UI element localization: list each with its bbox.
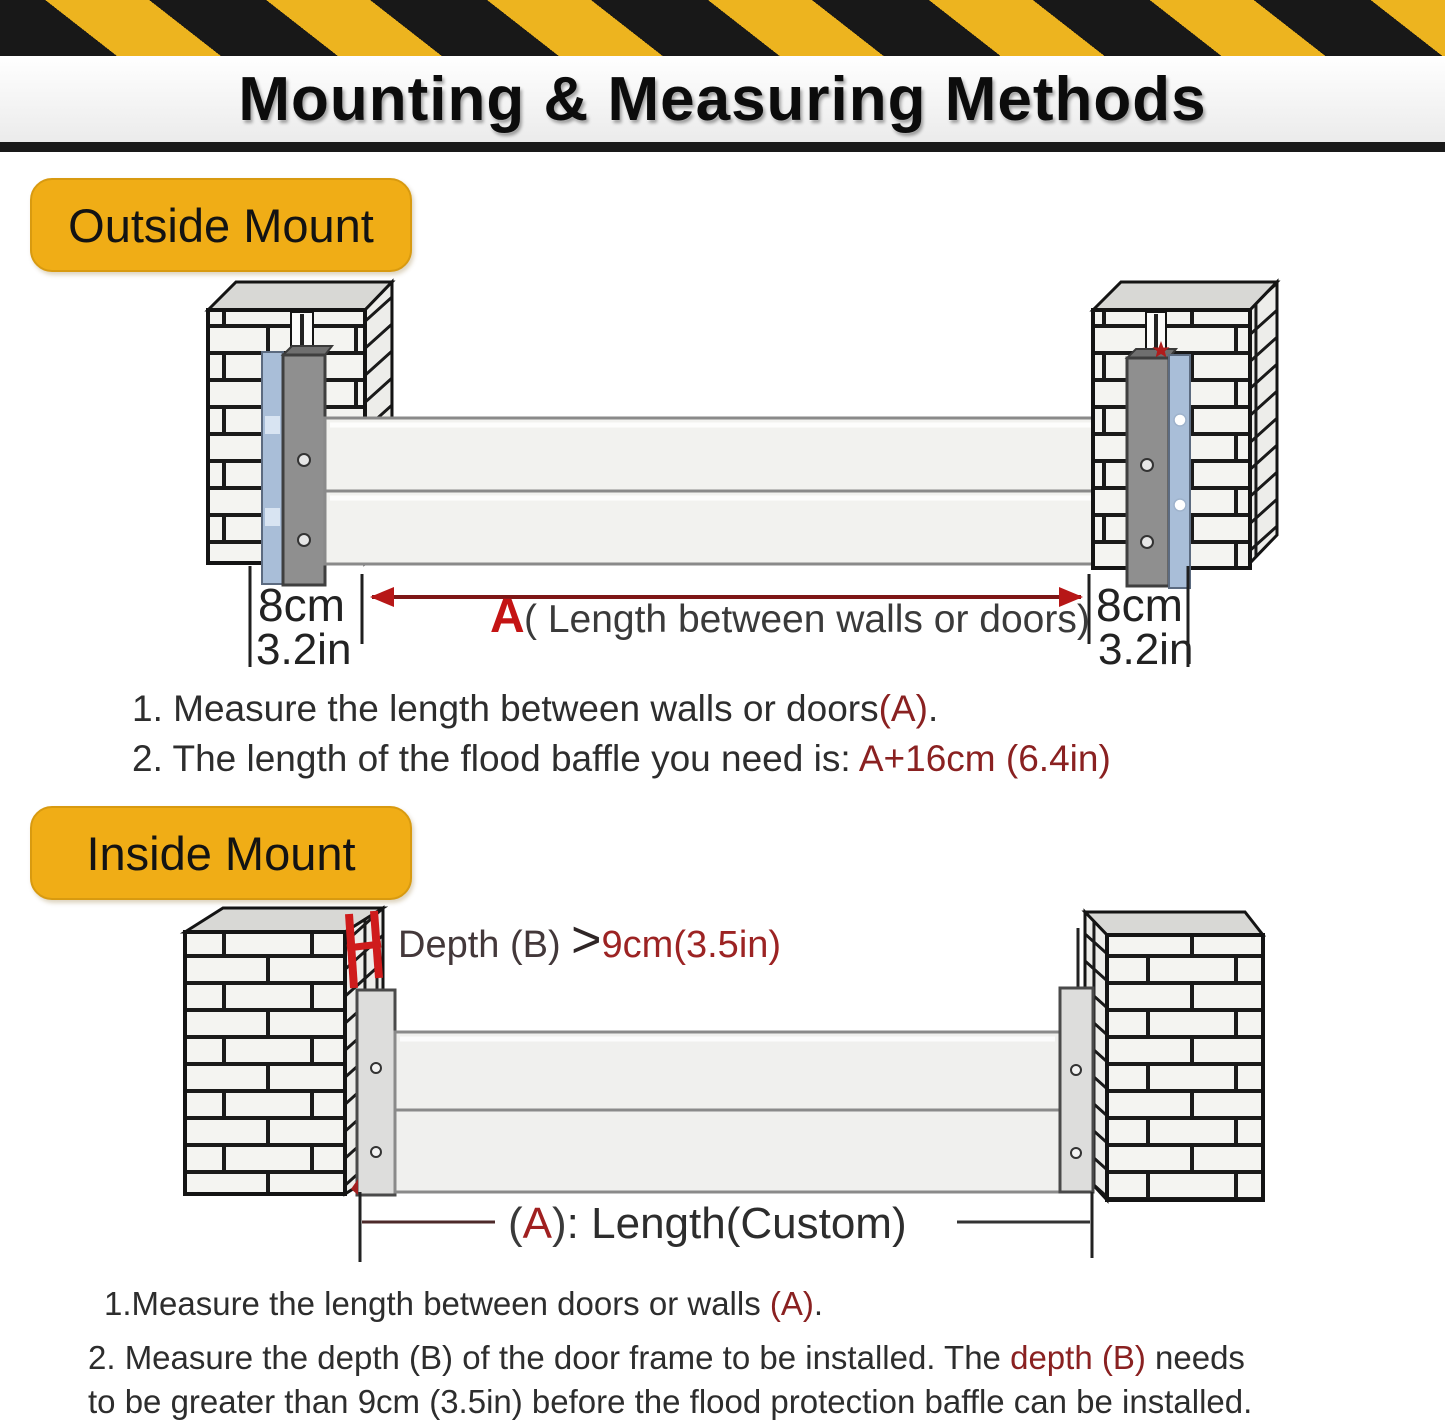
pillar-side-face <box>1250 282 1277 563</box>
step-text: 2. Measure the depth (B) of the door frame to be installed. The <box>88 1339 1011 1376</box>
title-band <box>0 56 1445 142</box>
flood-barrier-panel-bottom <box>325 491 1127 564</box>
screw-icon <box>1071 1065 1081 1075</box>
depth-gauge-icon <box>347 944 381 948</box>
outside-step-1 <box>132 684 1111 733</box>
inside-steps <box>88 1282 1418 1421</box>
header-divider <box>0 142 1445 152</box>
screw-icon <box>371 1147 381 1157</box>
step-text: to be greater than 9cm (3.5in) before the flood protection baffle can be installed. <box>88 1383 1253 1420</box>
outside-dimension <box>250 566 1193 670</box>
outside-mount-badge-label: Outside Mount <box>68 198 374 252</box>
outside-step-2 <box>132 734 1111 783</box>
pillar-top-face <box>1085 912 1263 935</box>
step-highlight: depth (B) <box>1010 1339 1146 1376</box>
depth-value: 9cm(3.5in) <box>601 924 782 966</box>
span-a-label: A <box>490 590 525 643</box>
channel-front-face <box>283 355 325 585</box>
step-text: 2. The length of the flood baffle you need is: <box>132 738 859 779</box>
step-highlight: A+16cm (6.4in) <box>858 738 1111 779</box>
length-rest: : Length(Custom) <box>566 1199 907 1248</box>
flood-barrier-panel-bottom <box>395 1110 1060 1192</box>
inside-mount-badge <box>30 806 412 900</box>
pillar-front-face <box>1107 935 1263 1200</box>
outside-steps <box>132 684 1111 783</box>
inside-right-channel <box>1060 988 1093 1192</box>
seal-highlight <box>265 416 280 434</box>
step-text: . <box>927 688 939 729</box>
left-offset-in-label: 3.2in <box>256 625 352 670</box>
pillar-top-face <box>1093 282 1277 310</box>
span-description-label: ( Length between walls or doors) <box>524 598 1090 641</box>
caution-stripe-banner <box>0 0 1445 56</box>
page-title: Mounting & Measuring Methods <box>238 64 1207 134</box>
seal-dot <box>1174 414 1186 426</box>
paren: ( <box>508 1199 523 1248</box>
step-text: needs <box>1145 1339 1245 1376</box>
left-offset-cm-label: 8cm <box>258 579 345 631</box>
inside-dimension <box>360 1192 1092 1262</box>
right-offset-cm-label: 8cm <box>1096 579 1183 631</box>
seal-dot <box>1174 499 1186 511</box>
flood-barrier-panel-top <box>325 418 1127 491</box>
screw-icon <box>298 534 310 546</box>
paren: ) <box>552 1199 567 1248</box>
screw-icon <box>1141 536 1153 548</box>
inside-mount-badge-label: Inside Mount <box>86 826 356 880</box>
inside-left-pillar <box>185 908 383 1194</box>
right-seal-strip <box>1169 355 1190 588</box>
left-seal-strip <box>262 352 283 584</box>
inside-step-2 <box>88 1336 1418 1380</box>
pillar-top-face <box>208 282 392 310</box>
screw-icon <box>1141 459 1153 471</box>
step-text: . <box>813 1285 824 1322</box>
inside-mount-diagram <box>0 900 1445 1280</box>
length-label <box>508 1199 907 1248</box>
length-a: A <box>522 1199 553 1248</box>
pillar-front-face <box>185 932 345 1194</box>
step-highlight: (A) <box>769 1285 814 1322</box>
seal-highlight <box>265 508 280 526</box>
flood-barrier-panel-top <box>395 1032 1060 1110</box>
arrow-head-left-icon <box>370 587 394 607</box>
channel-front-face <box>1060 988 1093 1192</box>
outside-mount-badge <box>30 178 412 272</box>
inside-left-channel <box>351 990 395 1195</box>
inside-step-1 <box>104 1282 1418 1326</box>
depth-annotation <box>398 911 781 969</box>
step-highlight: (A) <box>878 688 928 729</box>
channel-front-face <box>357 990 395 1195</box>
step-text: 1.Measure the length between doors or walls <box>104 1285 770 1322</box>
right-offset-in-label: 3.2in <box>1098 625 1194 670</box>
channel-front-face <box>1127 358 1169 586</box>
depth-label: Depth (B) <box>398 924 572 966</box>
screw-icon <box>371 1063 381 1073</box>
greater-than-symbol: > <box>571 911 602 969</box>
inside-step-2-cont <box>88 1380 1418 1421</box>
inside-right-pillar <box>1078 912 1263 1200</box>
outside-mount-diagram <box>0 270 1445 670</box>
screw-icon <box>298 454 310 466</box>
screw-icon <box>1071 1148 1081 1158</box>
step-text: 1. Measure the length between walls or doors <box>132 688 879 729</box>
